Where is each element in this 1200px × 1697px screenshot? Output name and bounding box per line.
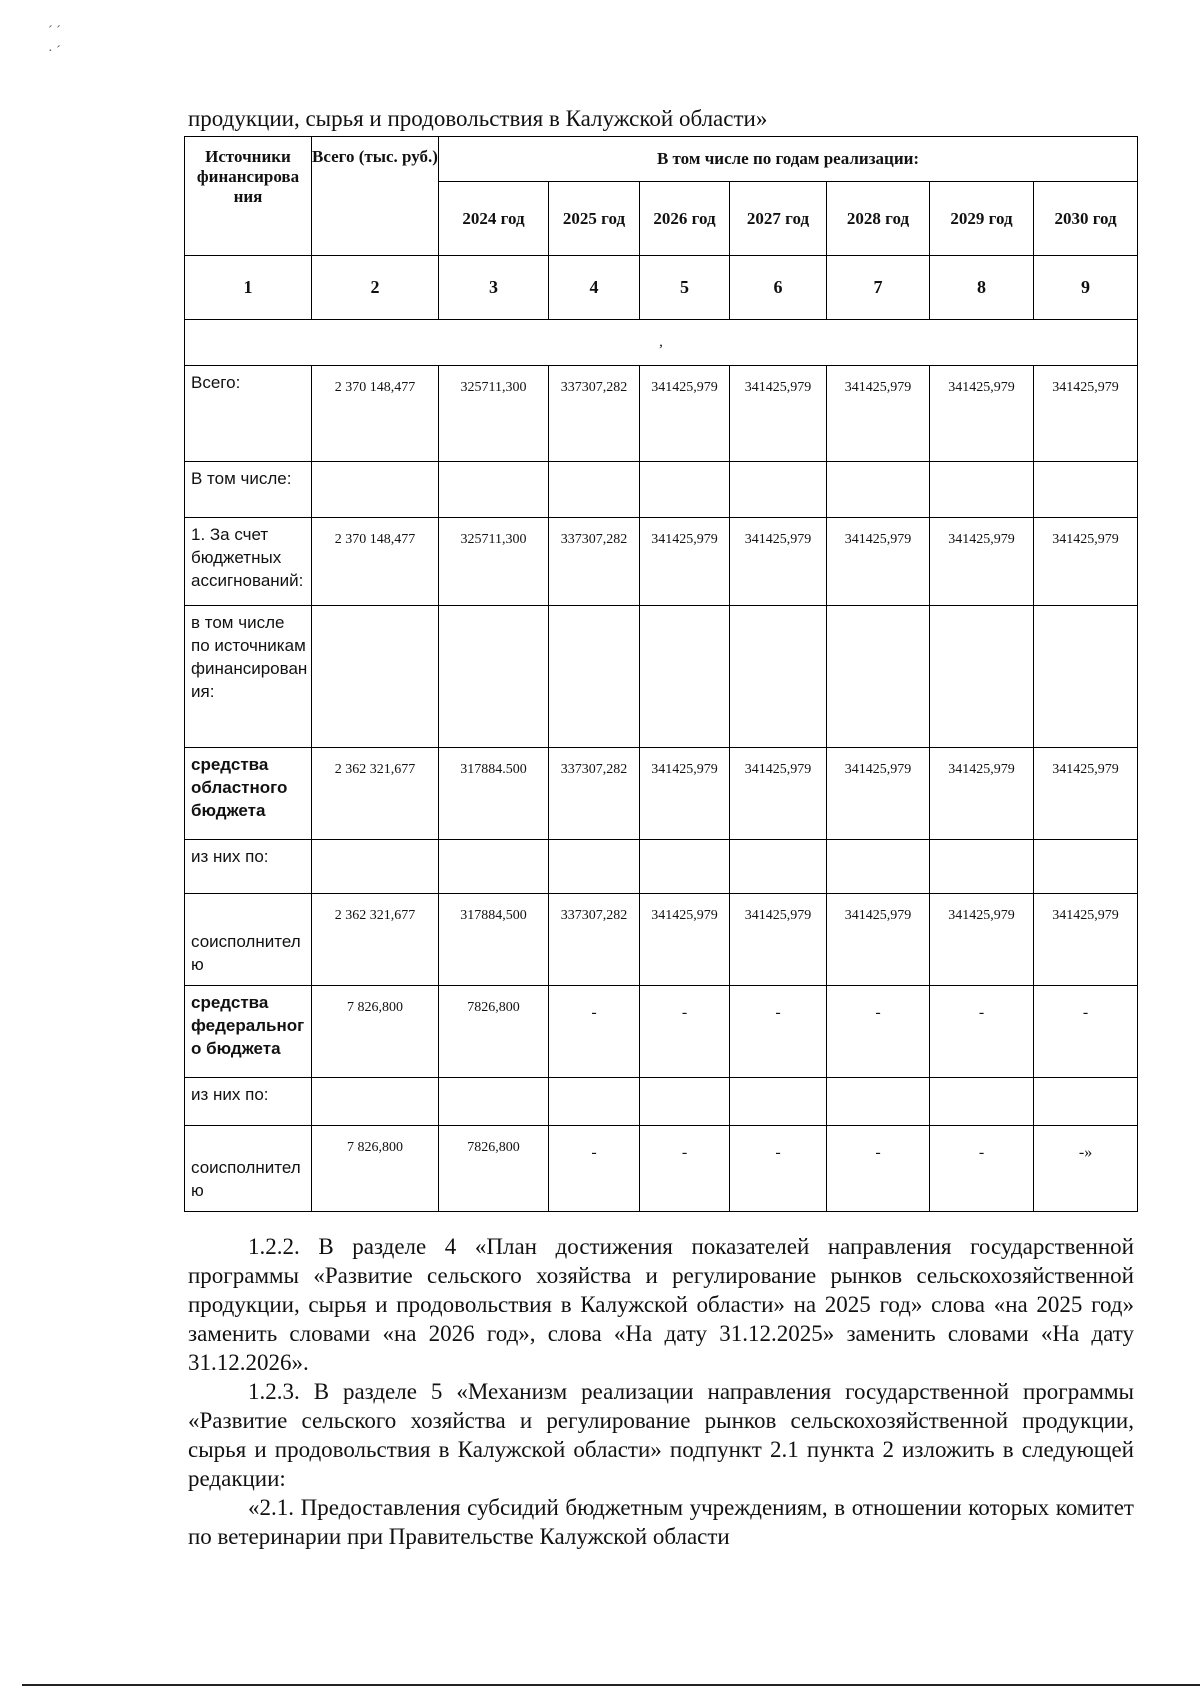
header-year: 2024 год [439,182,549,256]
row-label: соисполнител ю [185,894,312,986]
value-cell [827,840,930,894]
value-cell [439,462,549,518]
table-row [185,1126,1138,1212]
table-row [185,748,1138,840]
value-cell [1034,462,1138,518]
value-cell [640,1078,730,1126]
value-cell: 341425,979 [640,518,730,606]
value-cell [549,1078,640,1126]
value-cell: - [930,1126,1034,1212]
value-cell: -» [1034,1126,1138,1212]
value-cell [930,840,1034,894]
value-cell [1034,840,1138,894]
value-cell: - [549,986,640,1078]
value-cell [549,840,640,894]
table-row [185,462,1138,518]
value-cell: 341425,979 [640,894,730,986]
value-cell [439,1078,549,1126]
paragraph-1-2-3: 1.2.3. В разделе 5 «Механизм реализации направления государственной программы «Развитие сельского хозяйства и регулирование рынков сельскохозяйственной продукции, сырья и продовольствия в Калужской области» подпункт 2.1 пункта 2 изложить в следующей редакции: [188,1379,1134,1491]
value-cell: 337307,282 [549,518,640,606]
value-cell: 325711,300 [439,518,549,606]
value-cell: 341425,979 [730,518,827,606]
row-label: 1. За счет бюджетных ассигнований: [185,518,312,606]
value-cell [549,462,640,518]
column-number: 1 [185,256,312,320]
column-number: 8 [930,256,1034,320]
value-cell [439,606,549,748]
value-cell [640,606,730,748]
value-cell: 317884.500 [439,748,549,840]
value-cell [730,606,827,748]
value-cell: 2 370 148,477 [312,366,439,462]
value-cell: - [640,986,730,1078]
column-number: 7 [827,256,930,320]
value-cell [827,606,930,748]
value-cell: 2 362 321,677 [312,894,439,986]
value-cell [1034,1078,1138,1126]
value-cell: 341425,979 [827,748,930,840]
column-number: 4 [549,256,640,320]
header-year: 2029 год [930,182,1034,256]
value-cell [439,840,549,894]
value-cell: - [930,986,1034,1078]
value-cell: 2 370 148,477 [312,518,439,606]
value-cell [930,462,1034,518]
value-cell [730,840,827,894]
column-number: 5 [640,256,730,320]
value-cell: 7826,800 [439,1126,549,1212]
financing-table [184,136,1138,1212]
row-label: средства областного бюджета [185,748,312,840]
table-row [185,1078,1138,1126]
table-row [185,840,1138,894]
value-cell: - [640,1126,730,1212]
value-cell: 317884,500 [439,894,549,986]
value-cell [730,1078,827,1126]
value-cell: 341425,979 [827,366,930,462]
value-cell: 7826,800 [439,986,549,1078]
value-cell [640,840,730,894]
value-cell: 7 826,800 [312,1126,439,1212]
row-label: из них по: [185,840,312,894]
table-row [185,606,1138,748]
value-cell: 341425,979 [930,748,1034,840]
table-row [185,518,1138,606]
header-source: Источники финансирова ния [185,137,312,256]
value-cell: 341425,979 [930,518,1034,606]
value-cell [730,462,827,518]
header-year: 2028 год [827,182,930,256]
footer-rule [22,1684,1200,1686]
value-cell: 341425,979 [730,894,827,986]
paragraph-1-2-2: 1.2.2. В разделе 4 «План достижения показателей направления государственной программы «Развитие сельского хозяйства и регулирование рынков сельскохозяйственной продукции, сырья и продовольствия в Калужской области» на 2025 год» слова «на 2025 год» заменить словами «на 2026 год», слова «На дату 31.12.2025» заменить словами «На дату 31.12.2026». [188,1234,1134,1375]
table-row [185,894,1138,986]
value-cell [549,606,640,748]
value-cell: 341425,979 [930,894,1034,986]
value-cell: 337307,282 [549,748,640,840]
value-cell: 341425,979 [827,894,930,986]
value-cell [640,462,730,518]
body-text [188,1232,1134,1551]
scan-corner-marks: ´ ´ · ´ [48,24,61,59]
table-row [185,986,1138,1078]
value-cell [1034,606,1138,748]
value-cell: - [730,986,827,1078]
value-cell [930,1078,1034,1126]
table-row [185,366,1138,462]
value-cell: - [549,1126,640,1212]
column-number: 9 [1034,256,1138,320]
value-cell: - [827,986,930,1078]
column-number: 3 [439,256,549,320]
row-label: соисполнител ю [185,1126,312,1212]
section-row: , [185,320,1138,366]
value-cell: 337307,282 [549,894,640,986]
value-cell [312,1078,439,1126]
column-number: 2 [312,256,439,320]
value-cell: 341425,979 [640,366,730,462]
value-cell [312,840,439,894]
value-cell [312,462,439,518]
value-cell: 7 826,800 [312,986,439,1078]
row-label: В том числе: [185,462,312,518]
row-label: Всего: [185,366,312,462]
row-label: из них по: [185,1078,312,1126]
header-year: 2026 год [640,182,730,256]
value-cell: 341425,979 [730,366,827,462]
value-cell [930,606,1034,748]
header-total: Всего (тыс. руб.) [312,137,439,256]
column-number: 6 [730,256,827,320]
header-year: 2030 год [1034,182,1138,256]
value-cell: 341425,979 [1034,748,1138,840]
table-heading: продукции, сырья и продовольствия в Калужской области» [188,106,768,131]
value-cell: 337307,282 [549,366,640,462]
value-cell [827,1078,930,1126]
value-cell: 341425,979 [1034,894,1138,986]
value-cell: 341425,979 [1034,518,1138,606]
row-label: средства федеральног о бюджета [185,986,312,1078]
value-cell: - [827,1126,930,1212]
value-cell [312,606,439,748]
value-cell: 341425,979 [730,748,827,840]
header-years-group: В том числе по годам реализации: [439,137,1138,182]
value-cell: - [730,1126,827,1212]
header-year: 2027 год [730,182,827,256]
value-cell: 341425,979 [640,748,730,840]
value-cell: - [1034,986,1138,1078]
row-label: в том числе по источникам финансирован ия: [185,606,312,748]
value-cell: 2 362 321,677 [312,748,439,840]
header-year: 2025 год [549,182,640,256]
value-cell: 341425,979 [1034,366,1138,462]
value-cell: 341425,979 [930,366,1034,462]
value-cell [827,462,930,518]
value-cell: 341425,979 [827,518,930,606]
paragraph-2-1: «2.1. Предоставления субсидий бюджетным учреждениям, в отношении которых комитет по ветеринарии при Правительстве Калужской области [188,1495,1134,1549]
value-cell: 325711,300 [439,366,549,462]
